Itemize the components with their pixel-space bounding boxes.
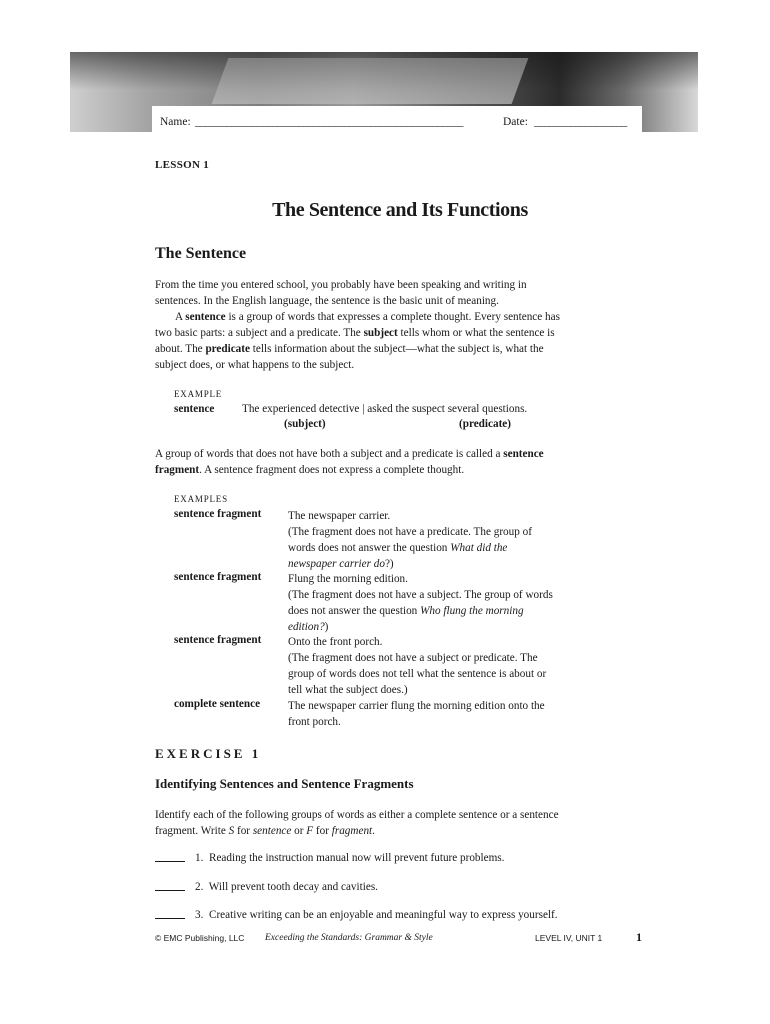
intro-paragraph: From the time you entered school, you probably have been speaking and writing in sentences. In the English language, the sentence is the basic unit of meaning. — [155, 279, 527, 307]
answer-blank[interactable] — [155, 890, 185, 891]
example-item-label: sentence fragment — [174, 571, 262, 583]
name-field[interactable]: ____________________________________________________ — [195, 116, 463, 128]
examples-heading: EXAMPLES — [174, 494, 228, 504]
page-title: The Sentence and Its Functions — [272, 199, 528, 221]
exercise-instructions: Identify each of the following groups of words as either a complete sentence or a sentence fragment. Write S for sentence or F for fragment. — [155, 809, 559, 837]
predicate-tag: (predicate) — [459, 418, 511, 430]
example-item-label: sentence fragment — [174, 508, 262, 520]
exercise-label: EXERCISE 1 — [155, 746, 262, 761]
example-item-text: Flung the morning edition. (The fragment does not have a subject. The group of words does not answer the question Who flung the morning edition?) — [288, 573, 553, 633]
term-sentence-fragment: sentence fragment — [155, 448, 544, 476]
exercise-item: 2. Will prevent tooth decay and cavities. — [155, 881, 378, 893]
lesson-label: LESSON 1 — [155, 159, 210, 171]
example-item-text: Onto the front porch. (The fragment does not have a subject or predicate. The group of words does not tell what the sentence is about or tell what the subject does.) — [288, 636, 547, 696]
exercise-item: 3. Creative writing can be an enjoyable and meaningful way to express yourself. — [155, 909, 558, 921]
example-item-label: complete sentence — [174, 698, 261, 710]
example-item-label: sentence fragment — [174, 634, 262, 646]
fragment-paragraph: A group of words that does not have both a subject and a predicate is called a sentence fragment. A sentence fragment does not express a complete thought. — [155, 448, 544, 476]
example-sentence: The experienced detective | asked the suspect several questions. — [242, 403, 528, 415]
name-label: Name: — [160, 116, 191, 128]
term-sentence: sentence — [185, 311, 226, 323]
page-number: 1 — [636, 930, 642, 944]
definition-paragraph: A sentence is a group of words that expresses a complete thought. Every sentence has two basic parts: a subject and a predicate. The subject tells whom or what the sentence is about. The predicate tells information about the subject—what the subject is, what the subject does, or what happens to the subject. — [155, 311, 560, 371]
answer-blank[interactable] — [155, 861, 185, 862]
footer-level: LEVEL IV, UNIT 1 — [535, 933, 603, 943]
term-subject: subject — [363, 327, 398, 339]
section-heading: The Sentence — [155, 245, 247, 262]
date-label: Date: — [503, 116, 528, 128]
example-label: sentence — [174, 403, 215, 415]
example-heading: EXAMPLE — [174, 389, 223, 399]
term-predicate: predicate — [205, 343, 250, 355]
date-field[interactable]: __________________ — [534, 116, 627, 128]
exercise-heading: Identifying Sentences and Sentence Fragments — [155, 776, 414, 791]
example-item-text: The newspaper carrier. (The fragment does not have a predicate. The group of words does not answer the question What did the newspaper carrier do?) — [288, 510, 532, 570]
example-item-text: The newspaper carrier flung the morning edition onto the front porch. — [288, 700, 545, 728]
footer-copyright: © EMC Publishing, LLC — [155, 933, 245, 943]
exercise-item: 1. Reading the instruction manual now will prevent future problems. — [155, 852, 504, 864]
answer-blank[interactable] — [155, 918, 185, 919]
photo-book — [212, 58, 529, 104]
subject-tag: (subject) — [284, 418, 326, 430]
footer-book-title: Exceeding the Standards: Grammar & Style — [265, 933, 433, 943]
